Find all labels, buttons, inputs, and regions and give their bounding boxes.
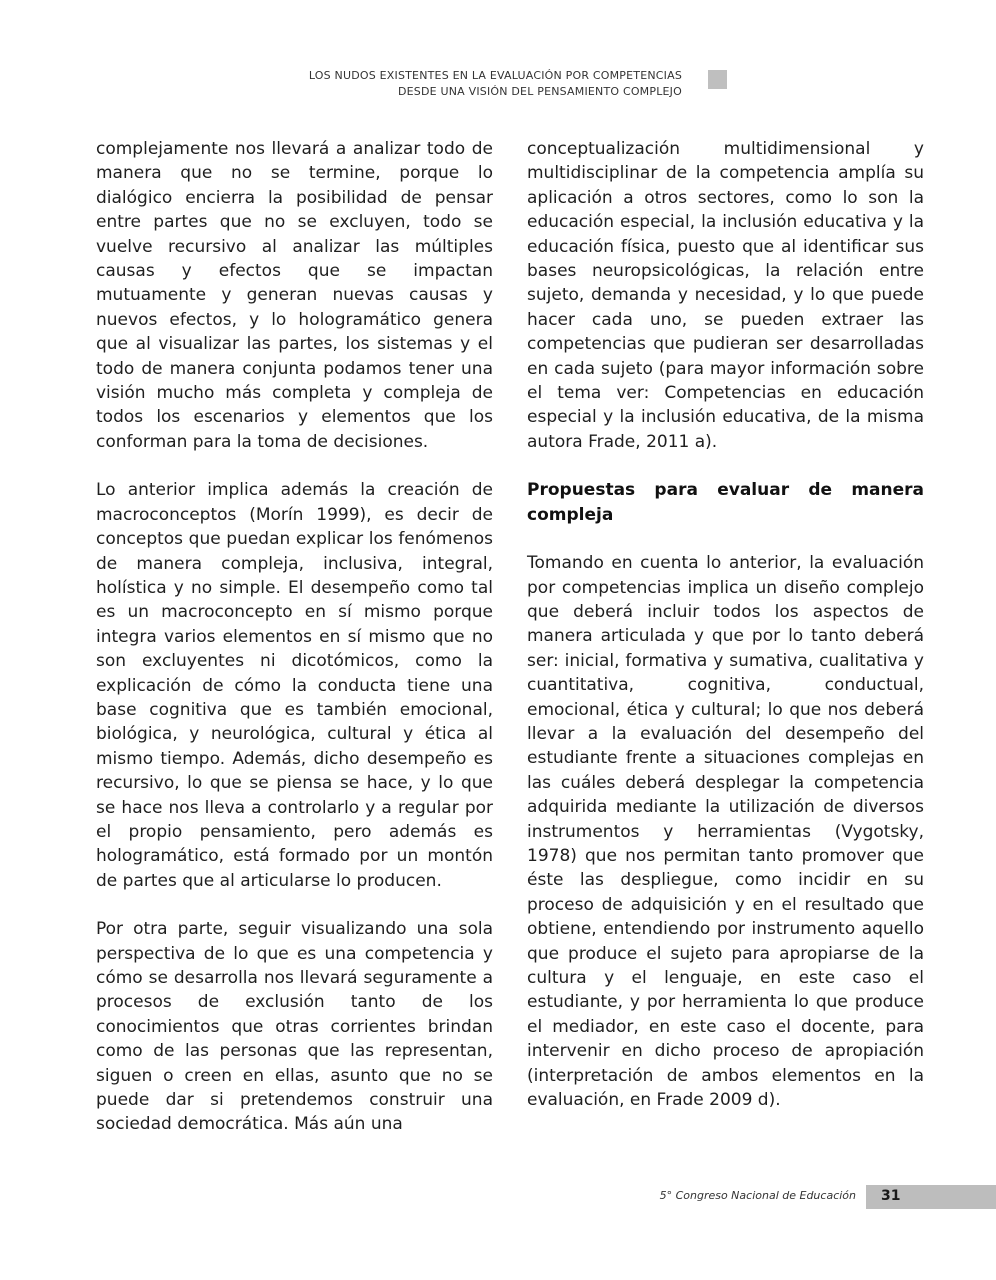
section-heading: Propuestas para evaluar de manera compleja — [527, 480, 924, 525]
right-column — [527, 137, 924, 1136]
left-paragraph-2: Lo anterior implica además la creación de macroconceptos (Morín 1999), es decir de conceptos que puedan explicar los fenómenos de manera compleja, inclusiva, integral, holística y no simple. El desempeño como tal es un macroconcepto en sí mismo porque integra varios elementos en sí mismo que no son excluyentes ni dicotómicos, como la explicación de cómo la conducta tiene una base cognitiva que es también emocional, biológica, y neurológica, cultural y ética al mismo tiempo. Además, dicho desempeño es recursivo, lo que se piensa se hace, y lo que se hace nos lleva a controlarlo y a regular por el propio pensamiento, pero además es hologramático, está formado por un montón de partes que al articularse lo producen. — [96, 480, 493, 891]
left-column — [96, 137, 493, 1161]
left-paragraph-3: Por otra parte, seguir visualizando una sola perspectiva de lo que es una competencia y cómo se desarrolla nos llevará seguramente a procesos de exclusión tanto de los conocimientos que otras corrientes brindan como de las personas que las representan, siguen o creen en ellas, asunto que no se puede dar si pretendemos construir una sociedad democrática. Más aún una — [96, 919, 493, 1135]
page-number: 31 — [881, 1188, 901, 1204]
running-header-line-2: DESDE UNA VISIÓN DEL PENSAMIENTO COMPLEJO — [397, 85, 682, 98]
running-header — [309, 68, 682, 100]
header-decorative-square — [708, 70, 727, 89]
right-paragraph-1: conceptualización multidimensional y multidisciplinar de la competencia amplía su aplicación a otros sectores, como lo son la educación especial, la inclusión educativa y la educación física, puesto que al identificar sus bases neuropsicológicas, la relación entre sujeto, demanda y necesidad, y lo que puede hacer cada uno, se pueden extraer las competencias que pudieran ser desarrolladas en cada sujeto (para mayor información sobre el tema ver: Competencias en educación especial y la inclusión educativa, de la misma autora Frade, 2011 a). — [527, 139, 924, 452]
page-number-bar — [866, 1185, 996, 1209]
running-header-line-1: LOS NUDOS EXISTENTES EN LA EVALUACIÓN POR COMPETENCIAS — [308, 69, 682, 82]
footer-conference-name: 5° Congreso Nacional de Educación — [659, 1189, 856, 1202]
right-paragraph-2: Tomando en cuenta lo anterior, la evaluación por competencias implica un diseño complejo que deberá incluir todos los aspectos de manera articulada y que por lo tanto deberá ser: inicial, formativa y sumativa, cualitativa y cuantitativa, cognitiva, conductual, emocional, ética y cultural; lo que nos deberá llevar a la evaluación del desempeño del estudiante frente a situaciones complejas en las cuáles deberá desplegar la competencia adquirida mediante la utilización de diversos instrumentos y herramientas (Vygotsky, 1978) que nos permitan tanto promover que éste las despliegue, como incidir en su proceso de adquisición y en el resultado que obtiene, entendiendo por instrumento aquello que produce el sujeto para apropiarse de la cultura y el lenguaje, en este caso el estudiante, y por herramienta lo que produce el mediador, en este caso el docente, para intervenir en dicho proceso de apropiación (interpretación de ambos elementos en la evaluación, en Frade 2009 d). — [527, 553, 924, 1111]
left-paragraph-1: complejamente nos llevará a analizar todo de manera que no se termine, porque lo dialógico encierra la posibilidad de pensar entre partes que no se excluyen, todo se vuelve recursivo al analizar las múltiples causas y efectos que se impactan mutuamente y generan nuevas causas y nuevos efectos, y lo hologramático genera que al visualizar las partes, los sistemas y el todo de manera conjunta podamos tener una visión mucho más completa y compleja de todos los escenarios y elementos que los conforman para la toma de decisiones. — [96, 139, 493, 452]
